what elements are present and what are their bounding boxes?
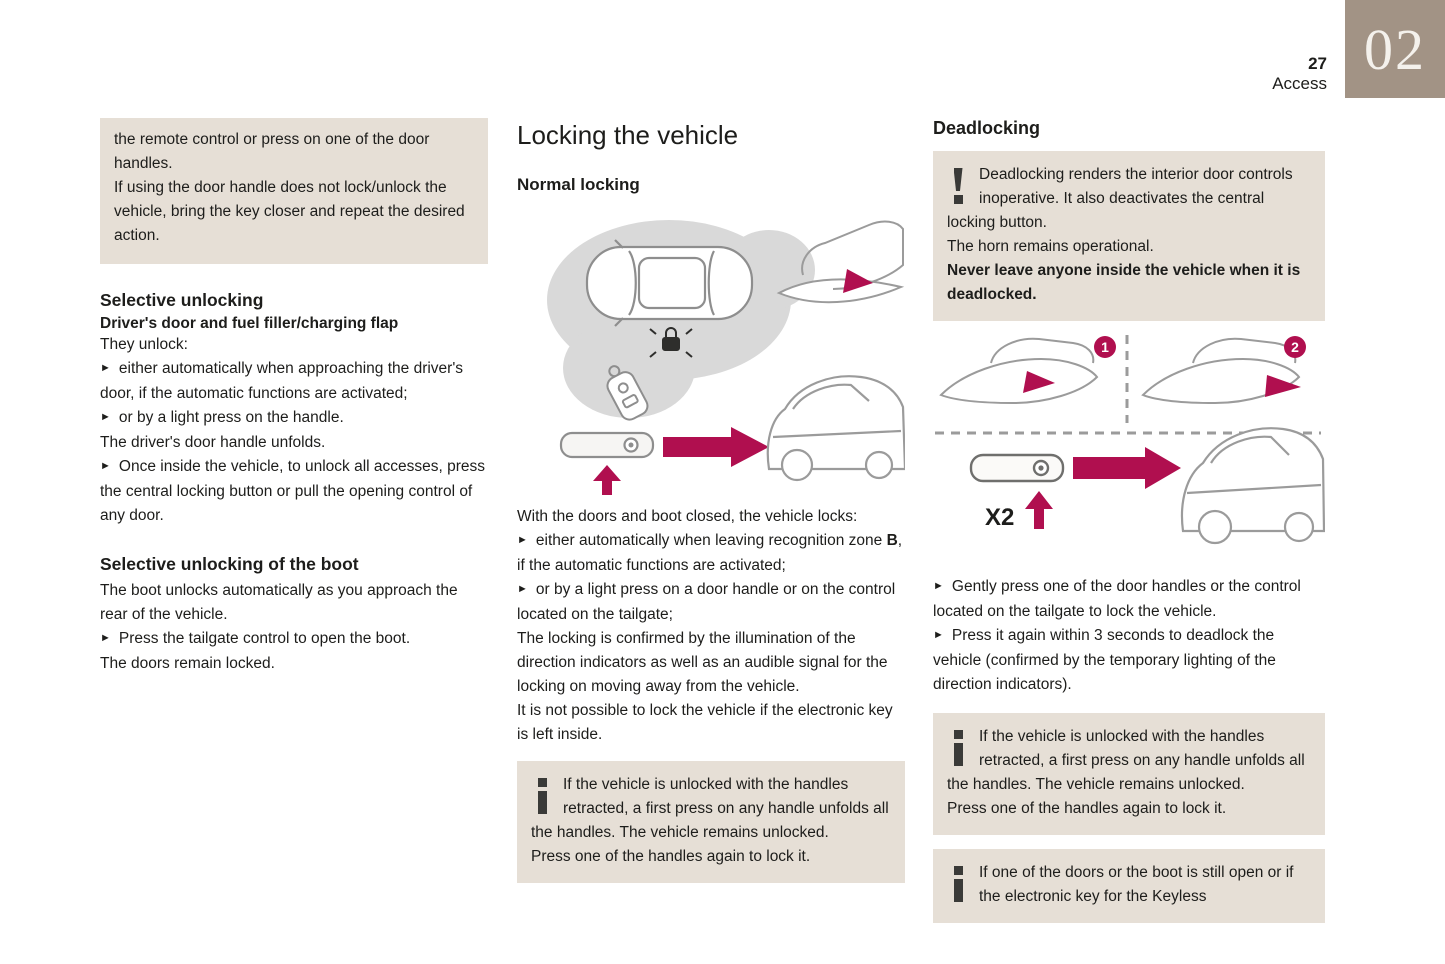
bullet-text: Press the tailgate control to open the boot. (118, 630, 411, 647)
bullet-arrow-icon: ► (100, 362, 111, 374)
bullet-item (100, 406, 488, 431)
info-icon (534, 778, 550, 814)
bullet-text: Once inside the vehicle, to unlock all accesses, press the central locking button or pull the opening control of any door. (100, 458, 486, 524)
press-arrow-up-icon (1025, 491, 1053, 529)
chapter-tab (1345, 0, 1445, 98)
page-header (1272, 54, 1327, 94)
bullet-arrow-icon: ► (100, 411, 111, 423)
warning-box (933, 151, 1325, 321)
bullet-arrow-icon: ► (517, 534, 528, 546)
info-box (933, 849, 1325, 923)
bullet-item (933, 624, 1325, 697)
car-top-view (587, 240, 752, 326)
warning-text-bold: Never leave anyone inside the vehicle when it is deadlocked. (947, 262, 1301, 303)
bullet-text: or by a light press on a door handle or on the control located on the tailgate; (517, 581, 896, 623)
bullet-item (933, 575, 1325, 624)
subheading-drivers-door: Driver's door and fuel filler/charging flap (100, 315, 399, 332)
bullet-arrow-icon: ► (517, 583, 528, 595)
body-text: The driver's door handle unfolds. (100, 434, 326, 451)
note-text: the remote control or press on one of the door handles. (114, 131, 430, 172)
lock-arrow-icon (663, 427, 769, 467)
badge-2: 2 (1291, 339, 1299, 355)
tailgate-control (971, 455, 1063, 481)
badge-1: 1 (1101, 339, 1109, 355)
page-title: Locking the vehicle (517, 120, 739, 150)
body-text: The doors remain locked. (100, 655, 275, 672)
body-text: They unlock: (100, 336, 188, 353)
heading-selective-unlocking: Selective unlocking (100, 290, 264, 310)
warning-icon (950, 168, 966, 204)
body-text: It is not possible to lock the vehicle if the electronic key is left inside. (517, 702, 893, 743)
info-box (933, 713, 1325, 835)
bullet-text: or by a light press on the handle. (118, 409, 344, 426)
zone-ref: B (886, 532, 898, 549)
info-icon (950, 866, 966, 902)
bullet-item (100, 627, 488, 652)
body-text: The locking is confirmed by the illumination of the direction indicators as well as an audible signal for the locking on moving away from the vehicle. (517, 630, 888, 695)
bullet-item (517, 578, 905, 627)
chapter-number: 02 (1364, 16, 1426, 82)
bullet-arrow-icon: ► (100, 632, 111, 644)
info-text: Press one of the handles again to lock it. (531, 848, 811, 865)
warning-text: The horn remains operational. (947, 238, 1154, 255)
x2-label: X2 (985, 504, 1015, 531)
deadlock-arrow-icon (1073, 447, 1181, 489)
bullet-text: either automatically when approaching the driver's door, if the automatic functions are activated; (100, 360, 464, 402)
info-icon (950, 730, 966, 766)
bullet-item (100, 455, 488, 528)
bullet-item (517, 529, 905, 578)
step-2-badge (1284, 336, 1306, 358)
info-text: Press one of the handles again to lock it. (947, 800, 1227, 817)
step-1-badge (1094, 336, 1116, 358)
info-text: If the vehicle is unlocked with the handles retracted, a first press on any handle unfolds all the handles. The vehicle remains unlocked. (531, 776, 889, 841)
column-right (933, 118, 1325, 923)
press-arrow-up-icon (593, 465, 621, 495)
door-handle-control (561, 433, 653, 457)
bullet-arrow-icon: ► (933, 580, 944, 592)
info-text: If the vehicle is unlocked with the handles retracted, a first press on any handle unfolds all the handles. The vehicle remains unlocked. (947, 728, 1305, 793)
info-box (517, 761, 905, 883)
section-name: Access (1272, 74, 1327, 93)
column-left (100, 118, 488, 676)
info-text: If one of the doors or the boot is still open or if the electronic key for the Keyless (979, 864, 1294, 905)
bullet-arrow-icon: ► (100, 460, 111, 472)
bullet-text: either automatically when leaving recognition zone (535, 532, 887, 549)
car-rear-view (768, 376, 905, 480)
deadlocking-illustration (933, 333, 1325, 565)
normal-locking-illustration (517, 205, 905, 497)
heading-selective-unlocking-boot: Selective unlocking of the boot (100, 554, 359, 574)
bullet-text: , if the automatic functions are activated; (517, 532, 903, 574)
note-text: If using the door handle does not lock/unlock the vehicle, bring the key closer and repeat the desired action. (114, 179, 465, 244)
deadlock-step-2 (1143, 339, 1301, 403)
page-number: 27 (1308, 54, 1327, 73)
heading-normal-locking: Normal locking (517, 175, 640, 194)
bullet-text: Press it again within 3 seconds to deadlock the vehicle (confirmed by the temporary lighting of the direction indicators). (933, 627, 1276, 693)
warning-text: Deadlocking renders the interior door controls inoperative. It also deactivates the central locking button. (947, 166, 1293, 231)
body-text: The boot unlocks automatically as you approach the rear of the vehicle. (100, 582, 458, 623)
car-rear-view (1182, 428, 1324, 543)
carryover-note-box (100, 118, 488, 264)
bullet-arrow-icon: ► (933, 629, 944, 641)
bullet-item (100, 357, 488, 406)
deadlock-step-1 (941, 339, 1097, 403)
body-text: With the doors and boot closed, the vehicle locks: (517, 508, 858, 525)
heading-deadlocking: Deadlocking (933, 118, 1041, 138)
bullet-text: Gently press one of the door handles or the control located on the tailgate to lock the vehicle. (933, 578, 1301, 620)
column-middle (517, 118, 905, 883)
